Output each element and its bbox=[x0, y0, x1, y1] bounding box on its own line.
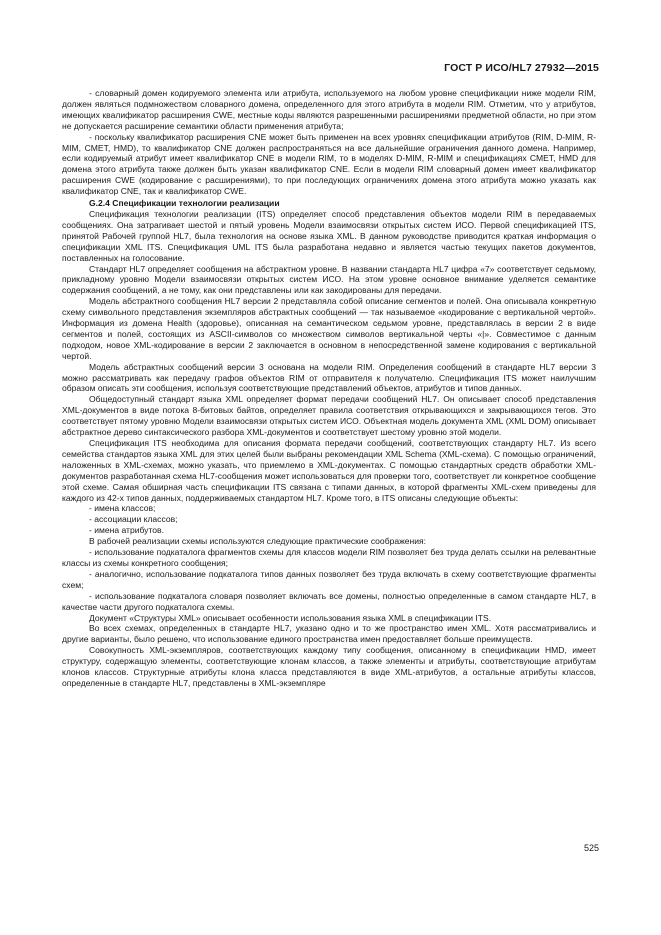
paragraph: Совокупность XML-экземпляров, соответствующих каждому типу сообщения, описанному в спецификации HMD, имеет структуру, содержащую элементы, соответствующие клонам классов, а также элементы и атрибуты, соответствующие атрибутам клонов классов. Структурные атрибуты клона класса представляются в виде XML-атрибутов, а остальные атрибуты классов, определенные в стандарте HL7, представлены в XML-экземпляре bbox=[62, 645, 596, 688]
paragraph: Спецификация технологии реализации (ITS) определяет способ представления объектов модели RIM в передаваемых сообщениях. Она затрагивает шестой и пятый уровень Модели взаимосвязи открытых систем ИСО. Первой спецификацией ITS, принятой Рабочей группой HL7, была технология на основе языка XML. В данном руководстве приводится краткая информация о спецификации XML ITS. Спецификация UML ITS была разработана недавно и является частью текущих пакетов документов, поставленных на голосование. bbox=[62, 208, 596, 263]
page-number: 525 bbox=[583, 843, 599, 853]
list-item: - использование подкаталога фрагментов схемы для классов модели RIM позволяет без труда делать ссылки на релевантные классы из схемы конкретного сообщения; bbox=[62, 547, 596, 568]
paragraph: Модель абстрактного сообщения HL7 версии 2 представляла собой описание сегментов и полей. Она описывала конкретную схему символьного представления экземпляров абстрактных сообщений — так называемое «кодирование с вертикальной чертой». Информация из домена Health (здоровье), описанная на семантическом седьмом уровне, представлялась в версии 2 в виде сегментов и полей, состоящих из ASCII-символов со множеством символов вертикальной черты «|». Совместимое с данным подходом, новое XML-кодирование в версии 2 заключается в основном в непосредственной замене кодирования с вертикальной чертой. bbox=[62, 296, 596, 361]
list-item: - использование подкаталога словаря позволяет включать все домены, полностью определенные в самом стандарте HL7, в качестве части другого подкаталога схемы. bbox=[62, 590, 596, 612]
paragraph: В рабочей реализации схемы используются следующие практические соображения: bbox=[89, 536, 427, 547]
paragraph: Общедоступный стандарт языка XML определяет формат передачи сообщений HL7. Он описывает способ представления XML-документов в виде потока 8-битовых байтов, определяет правила соответствия открывающихся и закрывающихся тегов. Это соответствует пятому уровню Модели взаимосвязи открытых систем ИСО. Объектная модель документа XML (XML DOM) описывает абстрактное дерево синтаксического разбора XML-документов и соответствует шестому уровню этой модели. bbox=[62, 394, 596, 438]
document-body bbox=[62, 88, 596, 689]
paragraph: Во всех схемах, определенных в стандарте HL7, указано одно и то же пространство имен XML. Хотя рассматривались и другие варианты, было решено, что использование единого пространства имен предоставляет больше преимуществ. bbox=[62, 623, 596, 645]
paragraph: Спецификация ITS необходима для описания формата передачи сообщений, соответствующих стандарту HL7. Из всего семейства стандартов языка XML для этих целей были выбраны рекомендации XML Schema (XML-схема). С помощью ограничений, наложенных в XML-схемах, можно указать, что приемлемо в XML-документах. С помощью стандартных средств обработки XML-документов разработанная схема HL7-сообщения может использоваться для проверки того, соответствует ли конкретное сообщение этой схеме. Самая обширная часть спецификации ITS связана с типами данных, в которой фрагменты XML-схем приведены для каждого из 42-х типов данных, поддерживаемых стандартом HL7. Кроме того, в ITS описаны следующие объекты: bbox=[62, 438, 596, 503]
paragraph: - словарный домен кодируемого элемента или атрибута, используемого на любом уровне спецификации ниже модели RIM, должен являться подмножеством словарного домена, определенного для этого атрибута в модели RIM. Отметим, что у атрибутов, имеющих квалификатор расширения CWE, местные коды являются разрешенными расширениями предметной области, но при этом не допускается расширение семантики области применения атрибута; bbox=[62, 88, 596, 131]
list-item: - имена классов; bbox=[89, 503, 156, 514]
paragraph: Стандарт HL7 определяет сообщения на абстрактном уровне. В названии стандарта HL7 цифра «7» соответствует седьмому, прикладному уровню Модели взаимосвязи открытых систем ИСО. На этом уровне основное внимание уделяется семантике содержания сообщений, а не тому, как они представлены или как закодированы для передачи. bbox=[62, 263, 596, 296]
list-item: - аналогично, использование подкаталога типов данных позволяет без труда включать в схему соответствующие фрагменты схем; bbox=[62, 568, 596, 590]
list-item: - имена атрибутов. bbox=[89, 525, 164, 536]
paragraph: - поскольку квалификатор расширения CNE может быть применен на всех уровнях спецификации атрибутов (RIM, D-MIM, R-MIM, CMET, HMD), то квалификатор CNE должен распространяться на все дальнейшие ограничения данного домена. Например, если кодируемый атрибут имеет квалификатор CNE в модели RIM, то в моделях D-MIM, R-MIM и спецификациях CMET, HMD для домена этого атрибута также должен быть указан квалификатор CNE. Если в модели RIM словарный домен имеет квалификатор расширения CWE (кодирование с расширениями), то при последующих ограничениях домена этого атрибута можно указать как квалификатор CNE, так и квалификатор CWE. bbox=[62, 131, 596, 197]
paragraph: Модель абстрактных сообщений версии 3 основана на модели RIM. Определения сообщений в стандарте HL7 версии 3 можно рассматривать как передачу графов объектов RIM от отправителя к получателю. Спецификация ITS может наилучшим образом описать эти сообщения, используя соответствующие представлений объектов, атрибутов и типов данных. bbox=[62, 361, 596, 394]
paragraph: Документ «Структуры XML» описывает особенности использования языка XML в спецификации ITS. bbox=[89, 612, 492, 623]
list-item: - ассоциации классов; bbox=[89, 514, 178, 525]
standard-header: ГОСТ Р ИСО/HL7 27932—2015 bbox=[444, 62, 599, 74]
section-heading: G.2.4 Спецификации технологии реализации bbox=[89, 198, 280, 209]
